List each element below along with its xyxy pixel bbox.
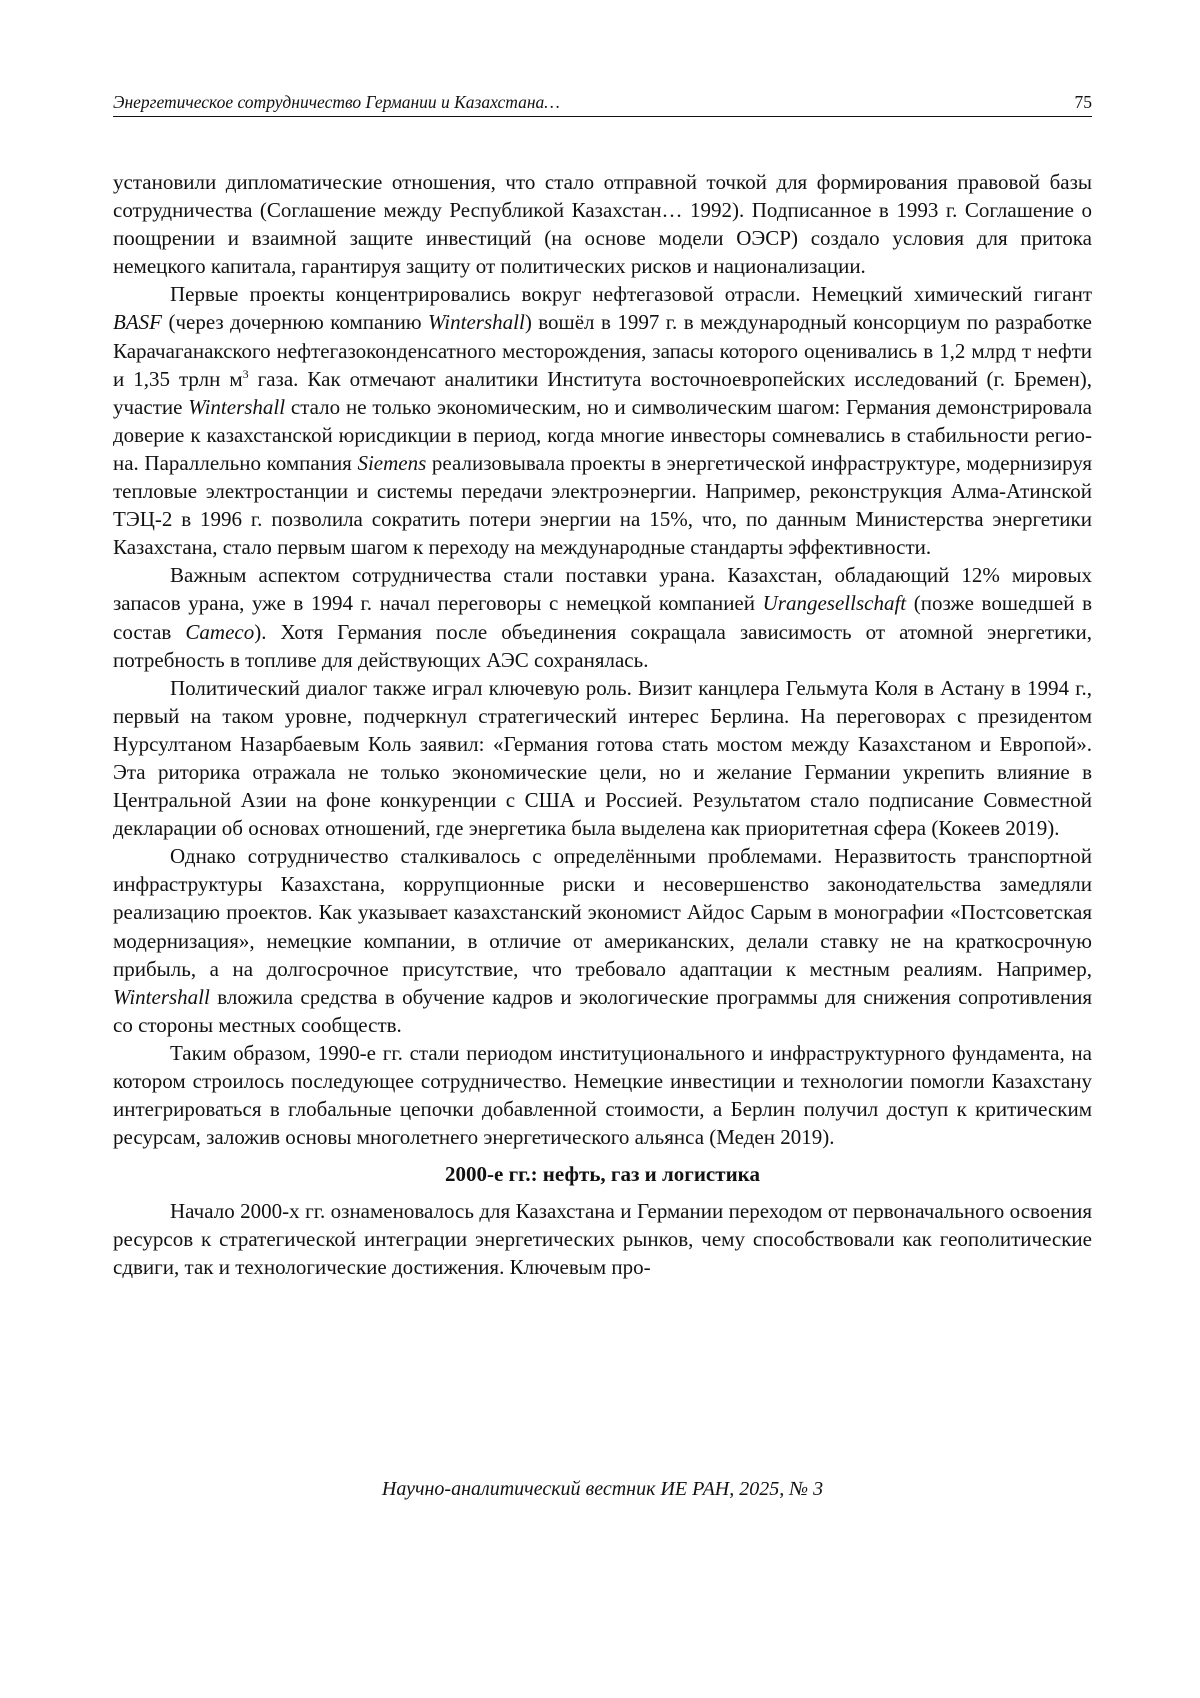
paragraph-2: Первые проекты концентрировались вокруг нефтегазовой отрасли. Немецкий химический гигант BASF (через дочернюю компанию Wintershall) вошёл в 1997 г. в международный консорциум по разработке Карачаганакского нефтегазоконденсатного месторождения, запасы которого оценивались в 1,2 млрд т нефти и 1,35 трлн $м^3$ газа. Как отмечают аналитики Института восточноевропейских исследований (г. Бремен), участие Wintershall стало не только экономическим, но и символическим шагом: Германия демонстрировала доверие к казахстанской юрисдикции в период, когда многие инвесторы сомневались в стабильности региона. Параллельно компания Siemens реализовывала проекты в энергетической инфраструктуре, модернизируя тепловые электростанции и системы передачи электроэнергии. Например, реконструкция Алма-Атинской ТЭЦ-2 в 1996 г. позволила сократить потери энергии на 15%, что, по данным Министерства энергетики Казахстана, стало первым шагом к переходу на международные стандарты эффективности. xyxy=(113,282,1092,560)
journal-page xyxy=(113,0,1092,1698)
paragraph-4: Политический диалог также играл ключевую роль. Визит канцлера Гельмута Коля в Астану в 1994 г., первый на таком уровне, подчеркнул стратегический интерес Берлина. На переговорах с президентом Нурсултаном Назарбаевым Коль заявил: «Германия готова стать мостом между Казахстаном и Европой». Эта риторика отражала не только экономические цели, но и желание Германии укрепить влияние в Центральной Азии на фоне конкуренции с США и Россией. Результатом стало подписание Совместной декларации об основах отношений, где энергетика была выделена как приоритетная сфера (Кокеев 2019). xyxy=(113,675,1092,841)
paragraph-5: Однако сотрудничество сталкивалось с определёнными проблемами. Неразвитость транспортной инфраструктуры Казахстана, коррупционные риски и несовершенство законодательства замедляли реализацию проектов. Как указывает казахстанский экономист Айдос Сарым в монографии «Постсоветская модернизация», немецкие компании, в отличие от американских, делали ставку не на краткосрочную прибыль, а на долгосрочное присутствие, что требовало адаптации к местным реалиям. Например, Wintershall вложила средства в обучение кадров и экологические программы для снижения сопротивления со стороны местных сообществ. xyxy=(113,844,1092,1037)
company-name-wintershall: Wintershall xyxy=(188,394,286,419)
company-name-urangesellschaft: Urangesellschaft xyxy=(762,591,907,616)
journal-footer: Научно-аналитический вестник ИЕ РАН, 2025, № 3 xyxy=(381,1478,824,1500)
company-name-siemens: Siemens xyxy=(357,450,427,475)
company-name-wintershall: Wintershall xyxy=(427,310,525,335)
paragraph-6: Таким образом, 1990-е гг. стали периодом институционального и инфраструктурного фундамента, на котором строилось последующее сотрудничество. Немецкие инвестиции и технологии помогли Казахстану интегрироваться в глобальные цепочки добавленной стоимости, а Берлин получил доступ к критическим ресурсам, заложив основы многолетнего энергетического альянса (Меден 2019). xyxy=(113,1040,1092,1150)
superscript-cubic: 3 xyxy=(242,366,249,381)
paragraph-3: Важным аспектом сотрудничества стали поставки урана. Казахстан, обладающий 12% мировых запасов урана, уже в 1994 г. начал переговоры с немецкой компанией Urangesellschaft (позже вошедшей в состав Cameco). Хотя Германия после объединения сокращала зависимость от атомной энергетики, потребность в топливе для действующих АЭС сохранялась. xyxy=(113,563,1092,672)
page-number: 75 xyxy=(1074,92,1092,112)
section-heading: 2000-е гг.: нефть, газ и логистика xyxy=(445,1162,760,1187)
company-name-basf: BASF xyxy=(113,310,162,335)
company-name-cameco: Cameco xyxy=(185,619,255,644)
article-body xyxy=(113,168,1092,1282)
paragraph-7: Начало 2000-х гг. ознаменовалось для Казахстана и Германии переходом от первоначального освоения ресурсов к стратегической интеграции энергетических рынков, чему способствовали как геополитические сдвиги, так и технологические достижения. Ключевым про- xyxy=(113,1199,1092,1280)
paragraph-1: установили дипломатические отношения, что стало отправной точкой для формирования правовой базы сотрудничества (Соглашение между Республикой Казахстан… 1992). Подписанное в 1993 г. Соглашение о поощрении и взаимной защите инвестиций (на основе модели ОЭСР) создало условия для притока немецкого капитала, гарантируя защиту от политических рисков и национализации. xyxy=(113,170,1092,279)
running-header xyxy=(113,83,1092,117)
running-title: Энергетическое сотрудничество Германии и Казахстана… xyxy=(113,92,560,112)
company-name-wintershall: Wintershall xyxy=(113,984,210,1009)
